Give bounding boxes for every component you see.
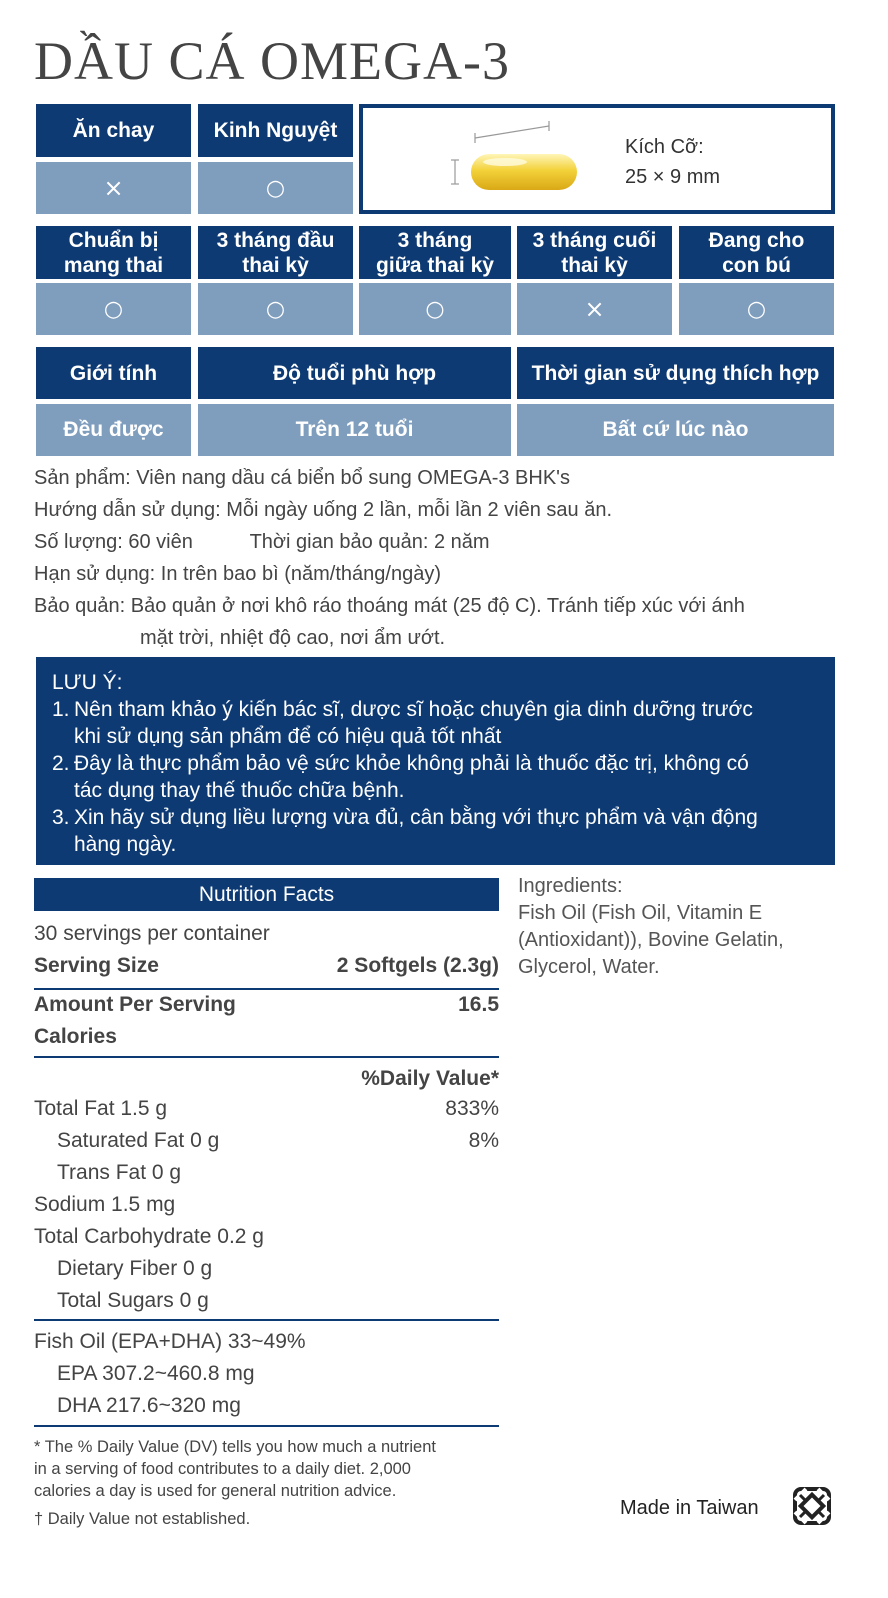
softgel-capsule-icon — [443, 118, 583, 198]
note-heading: LƯU Ý: — [52, 671, 123, 694]
nutrient-row: Sodium 1.5 mg — [34, 1193, 176, 1216]
recycle-logo-icon — [792, 1486, 832, 1526]
info-storage-cont: mặt trời, nhiệt độ cao, nơi ẩm ướt. — [140, 627, 446, 649]
ingredients-heading: Ingredients: — [518, 875, 623, 897]
nutrient-row: Total Sugars 0 g — [57, 1289, 209, 1312]
made-in-label: Made in Taiwan — [620, 1497, 759, 1519]
dha-row: DHA 217.6~320 mg — [57, 1394, 241, 1417]
value-usage-time: Bất cứ lúc nào — [517, 404, 834, 456]
calories-row: Calories — [34, 1025, 117, 1048]
header-age: Độ tuổi phù hợp — [198, 347, 511, 399]
divider — [34, 1425, 499, 1427]
dagger-footnote: † Daily Value not established. — [34, 1510, 251, 1528]
info-quantity-row — [34, 526, 844, 558]
header-menstruation: Kinh Nguyệt — [198, 104, 353, 157]
note-item: 1. Nên tham khảo ý kiến bác sĩ, dược sĩ hoặc chuyên gia dinh dưỡng trước khi sử dụng sản phẩm để có hiệu quả tốt nhất — [52, 698, 753, 748]
nutrient-row: Saturated Fat 0 g 8% — [57, 1129, 499, 1152]
amount-per-serving-row: Amount Per Serving 16.5 — [34, 993, 499, 1016]
header-first-trimester: 3 tháng đầu thai kỳ — [198, 226, 353, 279]
capsule-size-box — [359, 104, 835, 214]
nutrition-facts-heading: Nutrition Facts — [34, 878, 499, 911]
value-age: Trên 12 tuổi — [198, 404, 511, 456]
daily-value-footnote: * The % Daily Value (DV) tells you how much a nutrient in a serving of food contributes to a daily diet. 2,000 calories a day is used for general nutrition advice. — [34, 1438, 436, 1500]
product-info — [34, 462, 844, 654]
divider — [34, 988, 499, 990]
daily-value-header: %Daily Value* — [361, 1067, 499, 1090]
info-storage: Bảo quản: Bảo quản ở nơi khô ráo thoáng mát (25 độ C). Tránh tiếp xúc với ánh — [34, 595, 745, 617]
divider — [34, 1056, 499, 1058]
value-vegetarian: × — [36, 162, 191, 214]
nutrient-row: Dietary Fiber 0 g — [57, 1257, 213, 1280]
info-expiry: Hạn sử dụng: In trên bao bì (năm/tháng/ngày) — [34, 563, 441, 585]
divider — [34, 1319, 499, 1321]
info-directions: Hướng dẫn sử dụng: Mỗi ngày uống 2 lần, mỗi lần 2 viên sau ăn. — [34, 499, 613, 521]
capsule-size-value: 25 × 9 mm — [625, 166, 721, 188]
note-item: 3. Xin hãy sử dụng liều lượng vừa đủ, cân bằng với thực phẩm và vận động hàng ngày. — [52, 806, 758, 856]
value-breastfeeding: ○ — [679, 283, 834, 335]
value-preconception: ○ — [36, 283, 191, 335]
header-second-trimester: 3 tháng giữa thai kỳ — [359, 226, 511, 279]
header-third-trimester: 3 tháng cuối thai kỳ — [517, 226, 672, 279]
header-preconception: Chuẩn bị mang thai — [36, 226, 191, 279]
fish-oil-row: Fish Oil (EPA+DHA) 33~49% — [34, 1330, 306, 1353]
nutrient-row: Trans Fat 0 g — [57, 1161, 182, 1184]
nutrient-row: Total Fat 1.5 g 833% — [34, 1097, 499, 1120]
value-first-trimester: ○ — [198, 283, 353, 335]
value-second-trimester: ○ — [359, 283, 511, 335]
value-menstruation: ○ — [198, 162, 353, 214]
page-title: DẦU CÁ OMEGA-3 — [34, 31, 510, 91]
info-shelf-life: Thời gian bảo quản: 2 năm — [249, 531, 490, 553]
header-gender: Giới tính — [36, 347, 191, 399]
header-usage-time: Thời gian sử dụng thích hợp — [517, 347, 834, 399]
header-breastfeeding: Đang cho con bú — [679, 226, 834, 279]
ingredients: Ingredients: Fish Oil (Fish Oil, Vitamin E (Antioxidant)), Bovine Gelatin, Glycerol, Water. — [518, 873, 848, 981]
header-vegetarian: Ăn chay — [36, 104, 191, 157]
servings-per-container: 30 servings per container — [34, 922, 270, 945]
note-item: 2. Đây là thực phẩm bảo vệ sức khỏe không phải là thuốc đặc trị, không có tác dụng thay thế thuốc chữa bệnh. — [52, 752, 749, 802]
info-product: Sản phẩm: Viên nang dầu cá biển bổ sung OMEGA-3 BHK's — [34, 467, 570, 489]
epa-row: EPA 307.2~460.8 mg — [57, 1362, 255, 1385]
value-gender: Đều được — [36, 404, 191, 456]
value-third-trimester: × — [517, 283, 672, 335]
capsule-size-label: Kích Cỡ: — [625, 136, 704, 158]
warning-note — [36, 657, 835, 865]
nutrient-row: Total Carbohydrate 0.2 g — [34, 1225, 264, 1248]
info-quantity: Số lượng: 60 viên — [34, 531, 193, 553]
serving-size-row: Serving Size 2 Softgels (2.3g) — [34, 954, 499, 977]
